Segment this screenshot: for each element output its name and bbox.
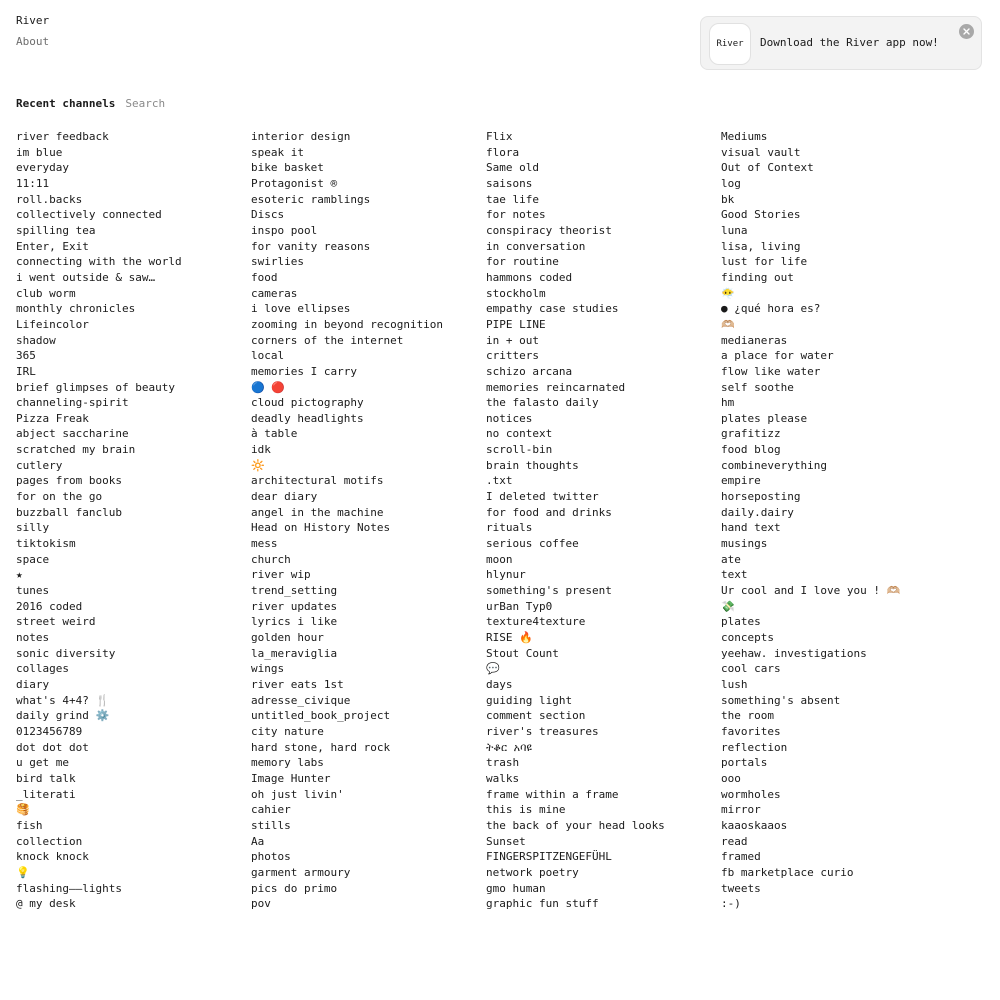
channel-link[interactable]: Good Stories xyxy=(721,208,801,222)
channel-link[interactable]: the falasto daily xyxy=(486,396,599,410)
channel-link[interactable]: shadow xyxy=(16,333,56,347)
channel-link[interactable]: memories reincarnated xyxy=(486,380,626,394)
channel-link[interactable]: moon xyxy=(486,552,513,566)
channel-link[interactable]: space xyxy=(16,552,50,566)
channel-link[interactable]: cloud pictography xyxy=(251,396,364,410)
channel-link[interactable]: food xyxy=(251,270,278,284)
channel-link[interactable]: golden hour xyxy=(251,631,324,644)
channel-link[interactable]: Aa xyxy=(251,834,265,848)
channel-link[interactable]: fb marketplace curio xyxy=(721,865,854,879)
channel-link[interactable]: 💡 xyxy=(16,865,30,879)
channel-link[interactable]: cahier xyxy=(251,803,291,817)
channel-link[interactable]: deadly headlights xyxy=(251,411,364,425)
channel-link[interactable]: grafitizz xyxy=(721,427,781,441)
channel-link[interactable]: garment armoury xyxy=(251,865,351,879)
channel-link[interactable]: FINGERSPITZENGEFÜHL xyxy=(486,850,612,864)
channel-link[interactable]: interior design xyxy=(251,130,351,143)
channel-link[interactable]: bike basket xyxy=(251,161,324,175)
channel-link[interactable]: everyday xyxy=(16,161,69,175)
channel-link[interactable]: Mediums xyxy=(721,130,768,143)
channel-link[interactable]: I deleted twitter xyxy=(486,490,599,504)
channel-link[interactable]: bk xyxy=(721,192,735,206)
channel-link[interactable]: daily grind ⚙️ xyxy=(16,709,110,723)
channel-link[interactable]: wings xyxy=(251,662,285,676)
channel-link[interactable]: for notes xyxy=(486,208,546,222)
channel-link[interactable]: city nature xyxy=(251,724,324,738)
channel-link[interactable]: 🫶🏼 xyxy=(721,317,735,331)
channel-link[interactable]: pics do primo xyxy=(251,881,338,895)
channel-link[interactable]: luna xyxy=(721,223,748,237)
channel-link[interactable]: critters xyxy=(486,349,539,363)
channel-link[interactable]: flashing——lights xyxy=(16,881,122,895)
channel-search-input[interactable] xyxy=(125,97,245,111)
channel-link[interactable]: lust for life xyxy=(721,255,808,269)
channel-link[interactable]: horseposting xyxy=(721,490,801,504)
channel-link[interactable]: for routine xyxy=(486,255,559,269)
channel-link[interactable]: log xyxy=(721,176,741,190)
channel-column xyxy=(251,129,486,912)
channel-link[interactable]: for on the go xyxy=(16,490,103,504)
channel-link[interactable]: river feedback xyxy=(16,130,109,143)
channel-link[interactable]: 😶‍🌫️ xyxy=(721,286,735,300)
channel-link[interactable]: memory labs xyxy=(251,756,324,770)
channel-link[interactable]: serious coffee xyxy=(486,537,579,551)
channel-link[interactable]: brain thoughts xyxy=(486,458,579,472)
channel-link[interactable]: idk xyxy=(251,443,271,457)
channel-link[interactable]: channeling-spirit xyxy=(16,396,129,410)
channel-column xyxy=(16,129,251,912)
channel-grid xyxy=(16,129,956,912)
channel-link[interactable]: 11:11 xyxy=(16,176,50,190)
channel-link[interactable]: swirlies xyxy=(251,255,304,269)
channel-link[interactable]: reflection xyxy=(721,740,788,754)
channel-link[interactable]: street weird xyxy=(16,615,96,629)
channel-link[interactable]: no context xyxy=(486,427,553,441)
channel-link[interactable]: daily.dairy xyxy=(721,505,794,519)
channel-link[interactable]: abject saccharine xyxy=(16,427,129,441)
channel-link[interactable]: tunes xyxy=(16,584,50,598)
channel-link[interactable]: scroll-bin xyxy=(486,443,553,457)
channel-link[interactable]: schizo arcana xyxy=(486,364,573,378)
channel-link[interactable]: connecting with the world xyxy=(16,255,182,269)
channel-link[interactable]: a place for water xyxy=(721,349,834,363)
channel-link[interactable]: lush xyxy=(721,677,748,691)
channel-link[interactable]: @ my desk xyxy=(16,897,76,911)
channel-link[interactable]: something's present xyxy=(486,584,612,598)
close-banner-button[interactable] xyxy=(959,24,974,39)
channel-link[interactable]: text xyxy=(721,568,748,582)
channel-link[interactable]: IRL xyxy=(16,364,36,378)
channel-link[interactable]: brief glimpses of beauty xyxy=(16,380,175,394)
channel-link[interactable]: wormholes xyxy=(721,787,781,801)
channel-link[interactable]: :-) xyxy=(721,897,741,911)
channel-link[interactable]: what's 4+4? 🍴 xyxy=(16,693,110,707)
channel-link[interactable]: favorites xyxy=(721,724,781,738)
channel-link[interactable]: _literati xyxy=(16,787,76,801)
channel-link[interactable]: pov xyxy=(251,897,271,911)
channel-link[interactable]: trend_setting xyxy=(251,584,338,598)
channel-link[interactable]: the back of your head looks xyxy=(486,818,665,832)
channel-link[interactable]: combineverything xyxy=(721,458,827,472)
channel-link[interactable]: corners of the internet xyxy=(251,333,404,347)
channel-link[interactable]: empire xyxy=(721,474,761,488)
channel-link[interactable]: Sunset xyxy=(486,834,526,848)
channel-link[interactable]: ትቆር አባዩ xyxy=(486,740,532,754)
channel-link[interactable]: tiktokism xyxy=(16,537,76,551)
channel-link[interactable]: collages xyxy=(16,662,69,676)
channel-link[interactable]: in + out xyxy=(486,333,539,347)
channel-link[interactable]: river eats 1st xyxy=(251,677,344,691)
channel-link[interactable]: trash xyxy=(486,756,520,770)
download-app-message: Download the River app now! xyxy=(760,36,939,49)
channel-link[interactable]: lyrics i like xyxy=(251,615,338,629)
channel-link[interactable]: cool cars xyxy=(721,662,781,676)
channel-link[interactable]: ate xyxy=(721,552,741,566)
channel-link[interactable]: Out of Context xyxy=(721,161,814,175)
channel-link[interactable]: Head on History Notes xyxy=(251,521,391,535)
channel-link[interactable]: Discs xyxy=(251,208,285,222)
channel-link[interactable]: cutlery xyxy=(16,458,63,472)
channel-link[interactable]: knock knock xyxy=(16,850,89,864)
channel-link[interactable]: medianeras xyxy=(721,333,788,347)
channel-link[interactable]: comment section xyxy=(486,709,586,723)
channel-link[interactable]: ★ xyxy=(16,568,23,582)
channel-link[interactable]: kaaoskaaos xyxy=(721,818,788,832)
channel-link[interactable]: RISE 🔥 xyxy=(486,631,533,644)
channel-link[interactable]: the room xyxy=(721,709,774,723)
channel-link[interactable]: 🔆 xyxy=(251,458,265,472)
channel-link[interactable]: rituals xyxy=(486,521,533,535)
channel-link[interactable]: 0123456789 xyxy=(16,724,83,738)
channel-link[interactable]: zooming in beyond recognition xyxy=(251,317,444,331)
channel-link[interactable]: lisa, living xyxy=(721,239,801,253)
channel-link[interactable]: urBan Typ0 xyxy=(486,599,553,613)
channel-link[interactable]: Stout Count xyxy=(486,646,559,660)
channel-link[interactable]: Ur cool and I love you ! 🫶🏼 xyxy=(721,584,901,598)
channel-link[interactable]: .txt xyxy=(486,474,513,488)
channel-link[interactable]: conspiracy theorist xyxy=(486,223,612,237)
channel-link[interactable]: scratched my brain xyxy=(16,443,136,457)
channel-link[interactable]: inspo pool xyxy=(251,223,318,237)
channel-link[interactable]: tae life xyxy=(486,192,539,206)
channel-link[interactable]: river's treasures xyxy=(486,724,599,738)
channel-link[interactable]: local xyxy=(251,349,285,363)
channel-link[interactable]: 365 xyxy=(16,349,36,363)
channel-link[interactable]: concepts xyxy=(721,631,774,644)
channel-link[interactable]: river updates xyxy=(251,599,338,613)
channel-link[interactable]: Same old xyxy=(486,161,539,175)
channel-link[interactable]: days xyxy=(486,677,513,691)
top-nav xyxy=(16,14,49,49)
channel-link[interactable]: photos xyxy=(251,850,291,864)
channel-link[interactable]: food blog xyxy=(721,443,781,457)
channel-link[interactable]: flora xyxy=(486,145,520,159)
channel-link[interactable]: à table xyxy=(251,427,298,441)
channel-link[interactable]: im blue xyxy=(16,145,63,159)
channel-link[interactable]: church xyxy=(251,552,291,566)
channel-column xyxy=(486,129,721,912)
channel-link[interactable]: 🔵 🔴 xyxy=(251,380,286,394)
channel-link[interactable]: buzzball fanclub xyxy=(16,505,122,519)
channel-link[interactable]: fish xyxy=(16,818,43,832)
channel-link[interactable]: gmo human xyxy=(486,881,546,895)
channel-link[interactable]: empathy case studies xyxy=(486,302,619,316)
channel-link[interactable]: angel in the machine xyxy=(251,505,384,519)
channel-link[interactable]: hm xyxy=(721,396,735,410)
channel-link[interactable]: bird talk xyxy=(16,771,76,785)
river-home-link[interactable]: River xyxy=(16,14,50,27)
channel-link[interactable]: oh just livin' xyxy=(251,787,344,801)
channel-link[interactable]: adresse_civique xyxy=(251,693,351,707)
channel-link[interactable]: Flix xyxy=(486,130,513,143)
channel-link[interactable]: saisons xyxy=(486,176,533,190)
channel-link[interactable]: notes xyxy=(16,631,50,644)
channel-link[interactable]: Protagonist ® xyxy=(251,176,338,190)
channel-link[interactable]: mess xyxy=(251,537,278,551)
channel-link[interactable]: i went outside & saw… xyxy=(16,270,156,284)
channel-link[interactable]: collection xyxy=(16,834,83,848)
channel-link[interactable]: for food and drinks xyxy=(486,505,612,519)
channel-link[interactable]: roll.backs xyxy=(16,192,83,206)
channel-link[interactable]: i love ellipses xyxy=(251,302,351,316)
channel-link[interactable]: Image Hunter xyxy=(251,771,331,785)
channel-link[interactable]: for vanity reasons xyxy=(251,239,371,253)
channel-link[interactable]: flow like water xyxy=(721,364,821,378)
channel-link[interactable]: diary xyxy=(16,677,50,691)
channel-link[interactable]: guiding light xyxy=(486,693,573,707)
channel-link[interactable]: river wip xyxy=(251,568,311,582)
channel-link[interactable]: network poetry xyxy=(486,865,579,879)
channel-column xyxy=(721,129,956,912)
channel-link[interactable]: u get me xyxy=(16,756,69,770)
channel-link[interactable]: esoteric ramblings xyxy=(251,192,371,206)
channel-link[interactable]: visual vault xyxy=(721,145,801,159)
channel-link[interactable]: monthly chronicles xyxy=(16,302,136,316)
channel-link[interactable]: notices xyxy=(486,411,533,425)
channel-link[interactable]: yeehaw. investigations xyxy=(721,646,867,660)
channel-link[interactable]: PIPE LINE xyxy=(486,317,546,331)
channel-link[interactable]: stills xyxy=(251,818,291,832)
channel-link[interactable]: pages from books xyxy=(16,474,122,488)
recent-channels-header xyxy=(16,97,245,111)
channel-link[interactable]: hand text xyxy=(721,521,781,535)
channel-link[interactable]: read xyxy=(721,834,748,848)
channel-link[interactable]: 🥞 xyxy=(16,803,30,817)
channel-link[interactable]: ooo xyxy=(721,771,741,785)
channel-link[interactable]: ● ¿qué hora es? xyxy=(721,302,821,316)
channel-link[interactable]: walks xyxy=(486,771,520,785)
close-icon xyxy=(963,28,970,35)
channel-link[interactable]: graphic fun stuff xyxy=(486,897,599,911)
channel-link[interactable]: speak it xyxy=(251,145,304,159)
channel-link[interactable]: club worm xyxy=(16,286,76,300)
channel-link[interactable]: texture4texture xyxy=(486,615,586,629)
channel-link[interactable]: hlynur xyxy=(486,568,526,582)
channel-link[interactable]: this is mine xyxy=(486,803,566,817)
channel-link[interactable]: mirror xyxy=(721,803,761,817)
channel-link[interactable]: tweets xyxy=(721,881,761,895)
channel-link[interactable]: plates please xyxy=(721,411,808,425)
channel-link[interactable]: dear diary xyxy=(251,490,318,504)
channel-link[interactable]: dot dot dot xyxy=(16,740,89,754)
channel-link[interactable]: portals xyxy=(721,756,768,770)
channel-link[interactable]: 💸 xyxy=(721,599,735,613)
channel-link[interactable]: Enter, Exit xyxy=(16,239,89,253)
channel-link[interactable]: hard stone, hard rock xyxy=(251,740,391,754)
channel-link[interactable]: Lifeincolor xyxy=(16,317,89,331)
river-app-logo: River xyxy=(709,23,751,65)
channel-link[interactable]: cameras xyxy=(251,286,298,300)
download-app-banner[interactable] xyxy=(700,16,982,70)
channel-link[interactable]: 💬 xyxy=(486,662,500,676)
channel-link[interactable]: 2016 coded xyxy=(16,599,83,613)
channel-link[interactable]: collectively connected xyxy=(16,208,162,222)
channel-link[interactable]: in conversation xyxy=(486,239,586,253)
channel-link[interactable]: framed xyxy=(721,850,761,864)
channel-link[interactable]: self soothe xyxy=(721,380,794,394)
channel-link[interactable]: Pizza Freak xyxy=(16,411,89,425)
channel-link[interactable]: stockholm xyxy=(486,286,546,300)
channel-link[interactable]: hammons coded xyxy=(486,270,573,284)
channel-link[interactable]: plates xyxy=(721,615,761,629)
channel-link[interactable]: silly xyxy=(16,521,50,535)
channel-link[interactable]: spilling tea xyxy=(16,223,96,237)
recent-channels-title: Recent channels xyxy=(16,97,116,110)
channel-link[interactable]: memories I carry xyxy=(251,364,357,378)
channel-link[interactable]: something's absent xyxy=(721,693,841,707)
channel-link[interactable]: untitled_book_project xyxy=(251,709,391,723)
channel-link[interactable]: finding out xyxy=(721,270,794,284)
channel-link[interactable]: la_meraviglia xyxy=(251,646,338,660)
channel-link[interactable]: musings xyxy=(721,537,768,551)
channel-link[interactable]: sonic diversity xyxy=(16,646,116,660)
about-link[interactable]: About xyxy=(16,35,50,48)
channel-link[interactable]: architectural motifs xyxy=(251,474,384,488)
channel-link[interactable]: frame within a frame xyxy=(486,787,619,801)
